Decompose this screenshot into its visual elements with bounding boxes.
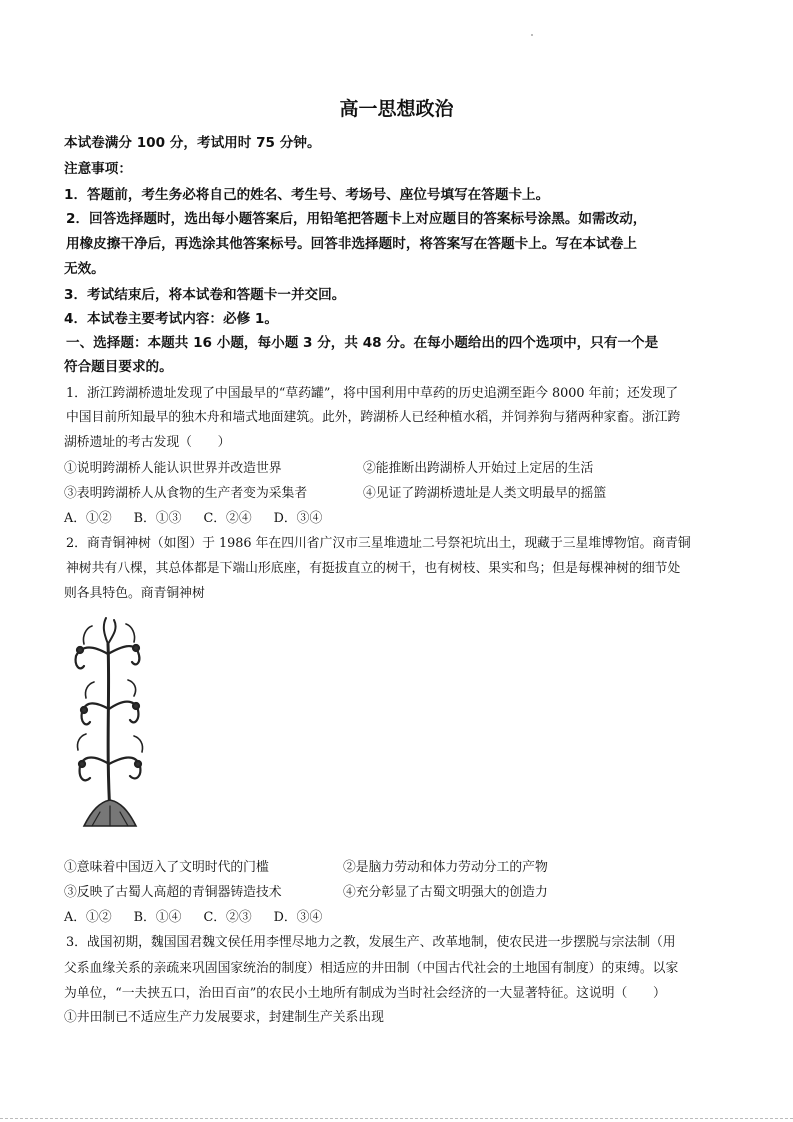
q3-option-1: ①井田制已不适应生产力发展要求，封建制生产关系出现 (64, 1010, 384, 1025)
q1-option-4: ④见证了跨湖桥遗址是人类文明最早的摇篮 (363, 486, 607, 501)
note-3: 3．考试结束后，将本试卷和答题卡一并交回。 (64, 287, 346, 303)
bronze-tree-illustration (64, 614, 154, 836)
q1-answer-b: B．①③ (133, 511, 182, 526)
q2-option-2: ②是脑力劳动和体力劳动分工的产物 (343, 860, 548, 875)
q2-option-1: ①意味着中国迈入了文明时代的门槛 (64, 860, 269, 875)
q1-answer-choices (64, 507, 344, 526)
q3-stem-line-1: 3．战国初期，魏国国君魏文侯任用李悝尽地力之教，发展生产、改革地制，使农民进一步摆脱与宗法制（用 (66, 935, 676, 950)
q2-option-3: ③反映了古蜀人高超的青铜器铸造技术 (64, 885, 282, 900)
q2-answer-c: C．②③ (203, 910, 252, 925)
section-heading-line-1: 一、选择题：本题共 16 小题，每小题 3 分，共 48 分。在每小题给出的四个选项中，只有一个是 (66, 335, 659, 351)
q1-option-1: ①说明跨湖桥人能认识世界并改造世界 (64, 461, 282, 476)
q1-option-2: ②能推断出跨湖桥人开始过上定居的生活 (363, 461, 594, 476)
scan-dot (531, 34, 533, 36)
q1-stem-line-1: 1．浙江跨湖桥遗址发现了中国最早的“草药罐”，将中国利用中草药的历史追溯至距今 8000 年前；还发现了 (66, 386, 679, 401)
q2-stem-line-1: 2．商青铜神树（如图）于 1986 年在四川省广汉市三星堆遗址二号祭祀坑出土，现藏于三星堆博物馆。商青铜 (66, 536, 691, 551)
page-bottom-rule (0, 1118, 793, 1119)
notes-heading: 注意事项： (64, 161, 132, 177)
note-4: 4．本试卷主要考试内容：必修 1。 (64, 311, 278, 327)
note-2-line-3: 无效。 (64, 261, 105, 277)
q1-stem-line-3: 湖桥遗址的考古发现（ ） (64, 435, 231, 450)
q2-option-4: ④充分彰显了古蜀文明强大的创造力 (343, 885, 548, 900)
q2-stem-line-2: 神树共有八棵，其总体都是下端山形底座，有挺拔直立的树干，也有树枝、果实和鸟；但是每棵神树的细节处 (66, 561, 681, 576)
q1-answer-a: A．①② (64, 511, 112, 526)
q2-answer-a: A．①② (64, 910, 112, 925)
q1-answer-d: D．③④ (273, 511, 323, 526)
q2-answer-choices (64, 906, 344, 925)
note-2-line-2: 用橡皮擦干净后，再选涂其他答案标号。回答非选择题时，将答案写在答题卡上。写在本试卷上 (66, 236, 637, 252)
q1-stem-line-2: 中国目前所知最早的独木舟和墙式地面建筑。此外，跨湖桥人已经种植水稻，并饲养狗与猪两种家畜。浙江跨 (66, 410, 681, 425)
note-2-line-1: 2．回答选择题时，选出每小题答案后，用铅笔把答题卡上对应题目的答案标号涂黑。如需改动， (66, 211, 647, 227)
exam-info-line: 本试卷满分 100 分，考试用时 75 分钟。 (64, 135, 321, 151)
q1-answer-c: C．②④ (203, 511, 252, 526)
q2-stem-line-3: 则各具特色。商青铜神树 (64, 586, 205, 601)
q2-answer-d: D．③④ (273, 910, 323, 925)
q1-option-3: ③表明跨湖桥人从食物的生产者变为采集者 (64, 486, 308, 501)
note-1: 1．答题前，考生务必将自己的姓名、考生号、考场号、座位号填写在答题卡上。 (64, 187, 550, 203)
section-heading-line-2: 符合题目要求的。 (64, 359, 173, 375)
q3-stem-line-2: 父系血缘关系的亲疏来巩固国家统治的制度）相适应的井田制（中国古代社会的土地国有制度）的束缚。以家 (64, 961, 679, 976)
q2-answer-b: B．①④ (133, 910, 182, 925)
q3-stem-line-3: 为单位，“一夫挟五口，治田百亩”的农民小土地所有制成为当时社会经济的一大显著特征。这说明（ ） (64, 986, 666, 1001)
page-title: 高一思想政治 (339, 98, 454, 120)
